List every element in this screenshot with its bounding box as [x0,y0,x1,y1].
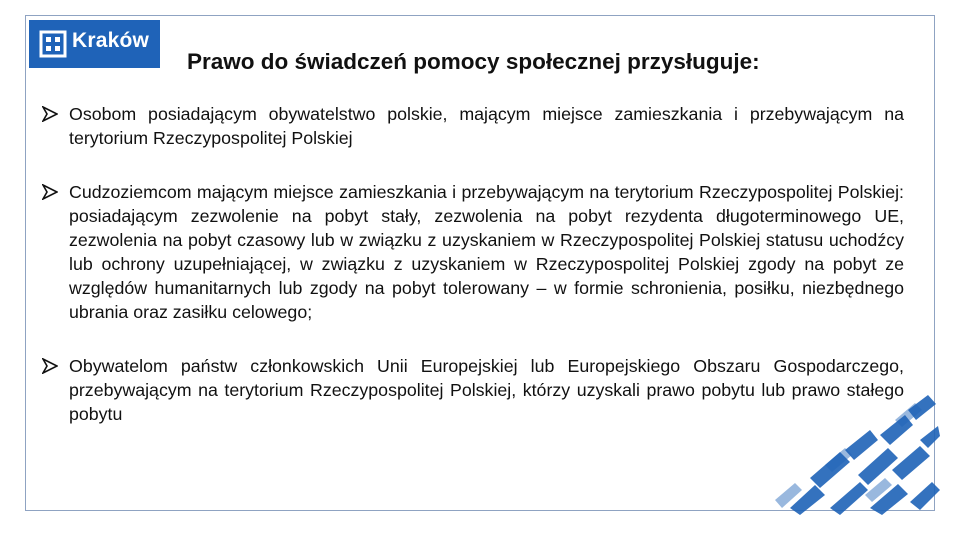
decorative-pattern [770,390,940,515]
arrow-bullet-icon [42,358,58,374]
krakow-logo [29,20,160,68]
bullet-item [42,180,904,324]
arrow-bullet-icon [42,106,58,122]
slide-title: Prawo do świadczeń pomocy społecznej przysługuje: [187,49,760,74]
logo-text: Kraków [72,29,150,52]
bullet-text: Cudzoziemcom mającym miejsce zamieszkania i przebywającym na terytorium Rzeczypospolitej Polskiej: posiadającym zezwolenie na pobyt stały, zezwolenia na pobyt rezydenta długoterminowego UE, zezwolenia na pobyt czasowy lub w związku z uzyskaniem w Rzeczypospolitej Polskiej statusu uchodźcy lub ochrony uzupełniającej, w związku z uzyskaniem w Rzeczypospolitej Polskiej zgody na pobyt ze względów humanitarnych lub zgody na pobyt tolerowany – w formie schronienia, posiłku, niezbędnego ubrania oraz zasiłku celowego; [69,182,904,322]
bullet-list [42,102,904,426]
bullet-item [42,102,904,150]
bullet-text: Osobom posiadającym obywatelstwo polskie, mającym miejsce zamieszkania i przebywającym na terytorium Rzeczypospolitej Polskiej [69,104,904,148]
bullet-text: Obywatelom państw członkowskich Unii Europejskiej lub Europejskiego Obszaru Gospodarczego, przebywającym na terytorium Rzeczypospolitej Polskiej, którzy uzyskali prawo pobytu lub prawo stałego pobytu [69,356,904,424]
arrow-bullet-icon [42,184,58,200]
